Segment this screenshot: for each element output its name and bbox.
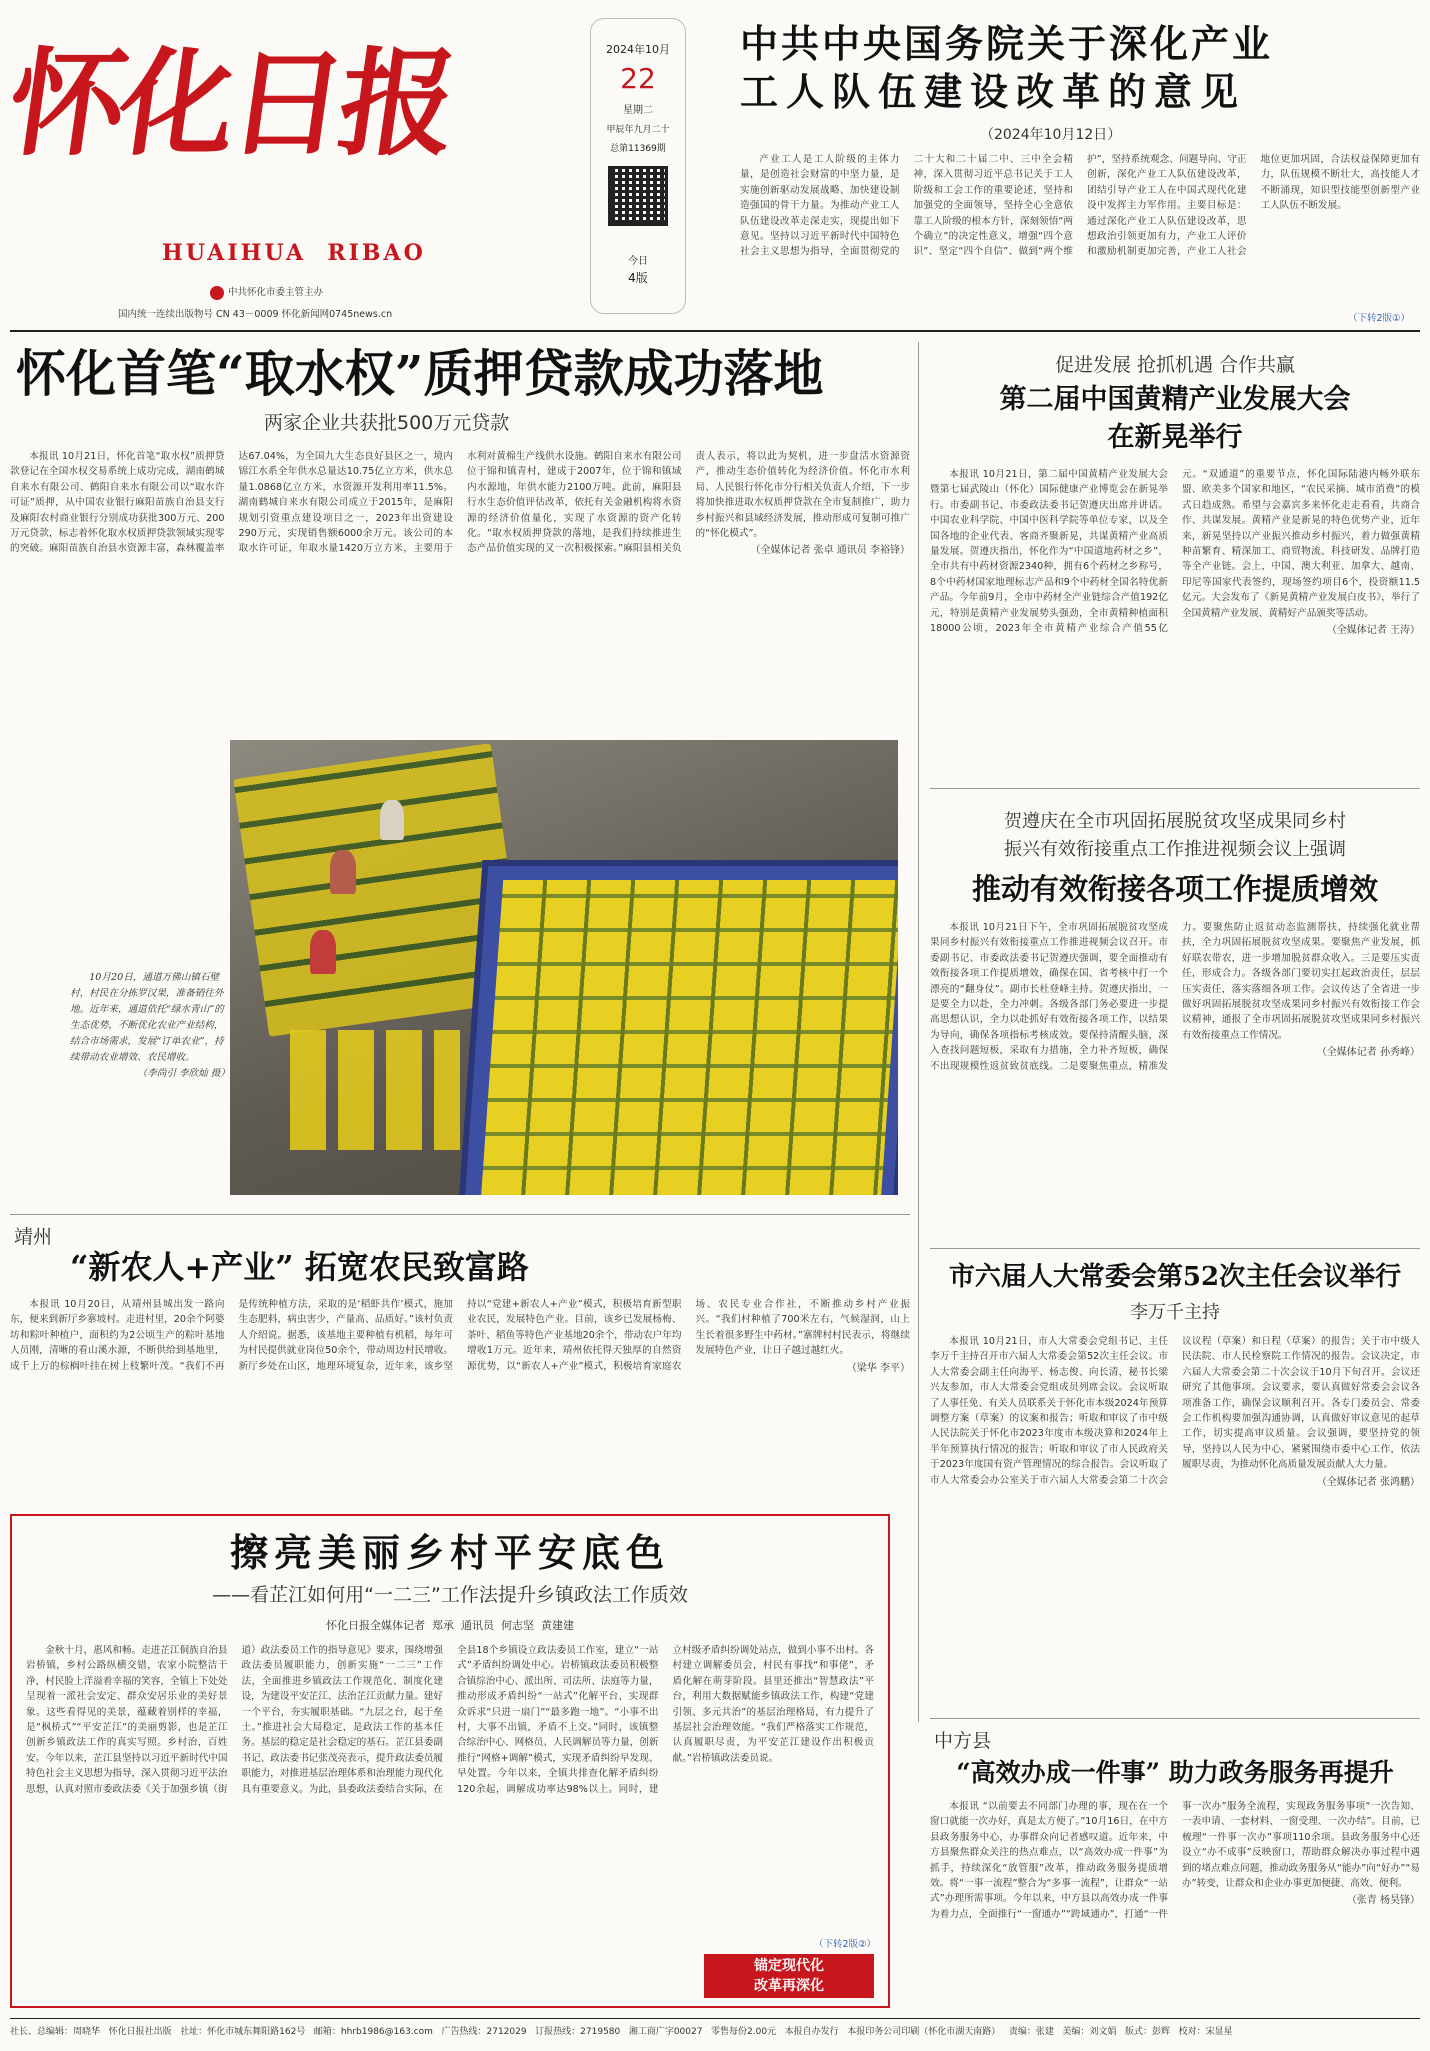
lead-story [10, 342, 910, 730]
farmer-body: 本报讯 10月20日，从靖州县城出发一路向东，便来到新厅乡寨坡村。走进村里，20余个阿婆坊和粽叶种植户，面积约为2公顷生产的粽叶基地人员刚，清晰的看山溪水源，不断供给到基地里，成千上万的棕榈叶挂在树上枝繁叶茂。“我们不再是传统种植方法，采取的是‘稻虾共作’模式，施加生态肥料，病虫害少，产量高、品质好。”该村负责人介绍说。据悉，该基地主要种植有机稻，每年可为村民提供就业岗位50余个，带动周边村民增收。新厅乡处在山区，地理环境复杂，近年来，该乡坚持以“党建+新农人+产业”模式，积极培育新型职业农民，发展特色产业。目前，该乡已发展杨梅、茶叶、稻鱼等特色产业基地20余个，带动农户年均增收1万元。近年来，靖州依托得天独厚的自然资源优势，以“新农人+产业”模式，积极培育家庭农场、农民专业合作社，不断推动乡村产业振兴。“我们村种植了700米左右，气候湿润，山上生长着很多野生中药材。”寨牌村村民表示，将继续发展特色产业，让日子越过越红火。 （梁华 李平） [10, 1297, 910, 1497]
photo-credit: （李尚引 李欣灿 摄） [137, 1068, 230, 1079]
truck-crates [481, 880, 898, 1195]
npc-story [930, 1258, 1420, 1708]
masthead-rule [10, 330, 1420, 332]
lead-story-title: 怀化首笔“取水权”质押贷款成功落地 [16, 344, 824, 403]
service-title: “高效办成一件事” 助力政务服务再提升 [956, 1758, 1394, 1787]
worker-figure [310, 930, 336, 974]
publication-info: 国内统一连续出版物号 CN 43－0009 怀化新闻网0745news.cn [118, 309, 393, 320]
npc-byline: （全媒体记者 张鸿鹏） [1316, 1476, 1420, 1488]
conference-title-line1: 第二届中国黄精产业发展大会 [999, 384, 1351, 415]
conference-byline: （全媒体记者 王涛） [1326, 625, 1420, 637]
crates-scattered [290, 1030, 460, 1150]
badge-line2: 改革再深化 [754, 1978, 824, 1994]
masthead-logo: 怀化日报 [0, 36, 460, 172]
npc-body: 本报讯 10月21日，市人大常委会党组书记、主任李万千主持召开市六届人大常委会第52次主任会议。市人大常委会副主任向海平、杨志俊、向长清，秘书长梁兴友参加，市人大常委会党组成员列席会议。会议听取了人事任免、有关人员联系关于怀化市本级2024年预算调整方案（草案）的议案和报告；听取和审议了市中级人民法院关于怀化市2023年度市本级决算和2024年上半年预算执行情况的报告；听取和审议了市人民政府关于2023年度国有资产管理情况的综合报告。会议听取了市人大常委会办公室关于市六届人大常委会第二十次会议议程（草案）和日程（草案）的报告；关于市中级人民法院、市人民检察院工作情况的报告。会议决定，市六届人大常委会第二十次会议于10月下旬召开。会议还研究了其他事项。会议要求，要认真做好常委会会议各项准备工作，确保会议顺利召开。各专门委员会、常委会工作机构要加强沟通协调，认真做好审议意见的起草工作，切实提高审议质量。会议强调，要坚持党的领导，坚持以人民为中心，紧紧围绕市委中心工作，依法履职尽责，为推动怀化高质量发展贡献人大力量。 （全媒体记者 张鸿鹏） [930, 1334, 1420, 1710]
photo-image [230, 740, 898, 1195]
poverty-title: 推动有效衔接各项工作提质增效 [971, 872, 1378, 906]
worker-figure [380, 800, 404, 840]
featured-byline: 怀化日报全媒体记者 郑承 通讯员 何志坚 黄建建 [326, 1619, 574, 1632]
top-article [740, 20, 1420, 324]
masthead-pinyin: HUAIHUA RIBAO [162, 240, 426, 266]
today-label: 今日 [628, 256, 648, 267]
weekday: 星期二 [623, 105, 653, 116]
featured-subtitle: ——看芷江如何用“一二三”工作法提升乡镇政法工作质效 [212, 1584, 688, 1606]
conference-body: 本报讯 10月21日，第二届中国黄精产业发展大会暨第七届武陵山（怀化）国际健康产业博览会在新晃举行。市委副书记、市委政法委书记贺遵庆出席并讲话。中国农业科学院、中国中医科学院等单位专家，以及全国各地的企业代表、客商齐聚新晃，共谋黄精产业高质量发展。贺遵庆指出，怀化作为“中国道地药材之乡”，全市共有中药材资源2340种，拥有6个药材之乡称号，8个中药材国家地理标志产品和9个中药材全国名特优新产品。今年前9月，全市中药材全产业链综合产值192亿元，特别是黄精产业发展势头强劲，全市黄精种植面积18000公顷，2023年全市黄精产业综合产值55亿元。“双通道”的重要节点，怀化国际陆港内畅外联东盟、欧美多个国家和地区，“农民采摘、城市消费”的模式日趋成熟。希望与会嘉宾多来怀化走走看看，共商合作、共谋发展。黄精产业是新晃的特色优势产业，近年来，新晃坚持以产业振兴推动乡村振兴，着力做强黄精种苗繁育、精深加工、商贸物流、科技研发、品牌打造等全产业链。会上，中国、澳大利亚、加拿大、越南、印尼等国家代表签约，现场签约项目6个，投资额11.5亿元。大会发布了《新晃黄精产业发展白皮书》，举行了全国黄精产业发展、黄精好产品颁奖等活动。 （全媒体记者 王涛） [930, 467, 1420, 773]
worker-figure [330, 850, 356, 894]
qr-code-icon [608, 166, 668, 226]
top-article-title-line1: 中共中央国务院关于深化产业 [740, 21, 1274, 66]
featured-title: 擦亮美丽乡村平安底色 [229, 1530, 670, 1575]
npc-divider [930, 1718, 1420, 1719]
featured-story [10, 1514, 890, 2008]
column-divider [918, 342, 919, 1722]
photo-block [10, 740, 910, 1202]
poverty-byline: （全媒体记者 孙秀峰） [1316, 1047, 1420, 1059]
photo-caption: 10月20日，通道万佛山镇石壁村，村民在分拣罗汉果，准备销往外地。近年来，通道依托“绿水青山”的生态优势，不断优化农业产业结构，结合市场需求，发展“订单农业”，持续带动农业增效、农民增收。 （李尚引 李欣灿 摄） [70, 970, 230, 1082]
conference-kicker: 促进发展 抢抓机遇 合作共赢 [1054, 354, 1296, 376]
footer: 社长、总编辑：周晓华 怀化日报社出版 社址：怀化市城东舞阳路162号 邮箱：hhrb1986@163.com 广告热线：2712029 订报热线：2719580 湘工商广字00027 零售每份2.00元 本报自办发行 本报印务公司印刷（怀化市湖天南路） 责编：张建 美编：刘文娟 版式：彭辉 校对：宋显星 [10, 2027, 1233, 2037]
farmer-section: 靖州 [14, 1226, 53, 1248]
npc-title: 市六届人大常委会第52次主任会议举行 [948, 1262, 1402, 1292]
date-year-month: 2024年10月 [606, 43, 670, 56]
conference-title-line2: 在新晃举行 [1107, 422, 1243, 453]
poverty-kicker-line2: 振兴有效衔接重点工作推进视频会议上强调 [1004, 839, 1346, 860]
poverty-divider [930, 1248, 1420, 1249]
poverty-body: 本报讯 10月21日下午，全市巩固拓展脱贫攻坚成果同乡村振兴有效衔接重点工作推进视频会议召开。市委副书记、市委政法委书记贺遵庆强调，要全面推动有效衔接各项工作提质增效，确保在国、省考核中打一个漂亮的“翻身仗”。副市长杜登峰主持。贺遵庆指出，一是要全力以赴，全力冲刺。各级各部门务必要进一步提高思想认识，全力以赴抓好有效衔接各项工作，以结果为导向，确保各项指标考核成效。要保持清醒头脑，深入查找问题短板，采取有力措施，全力补齐短板，确保不出现规模性返贫致贫底线。二是要聚焦重点，精准发力。要聚焦防止返贫动态监测帮扶，持续强化就业帮扶，全力巩固拓展脱贫攻坚成果。要聚焦产业发展，抓好联农带农，进一步增加脱贫群众收入。三是要压实责任，形成合力。各级各部门要切实扛起政治责任，层层压实责任，落实落细各项工作。会议传达了全省进一步做好巩固拓展脱贫攻坚成果同乡村振兴有效衔接工作会议精神，通报了全市巩固拓展脱贫攻坚成果同乡村振兴有效衔接重点工作情况。 （全媒体记者 孙秀峰） [930, 922, 1420, 1072]
emblem-icon [210, 286, 224, 300]
badge-line1: 锚定现代化 [754, 1958, 824, 1974]
masthead-sponsor: 中共怀化市委主管主办 [210, 284, 323, 300]
farmer-byline: （梁华 李平） [846, 1362, 910, 1374]
top-article-continued[interactable]: （下转2版①） [1347, 313, 1410, 324]
conference-divider [930, 788, 1420, 789]
lead-story-byline: （全媒体记者 张卓 通讯员 李裕锋） [750, 545, 910, 557]
poverty-story [930, 808, 1420, 1236]
page-count: 4版 [628, 271, 648, 285]
featured-continued[interactable]: （下转2版②） [813, 1939, 876, 1950]
top-article-title-line2: 工人队伍建设改革的意见 [740, 69, 1247, 114]
service-story [930, 1726, 1420, 2014]
reform-badge [704, 1954, 874, 1998]
photo-divider [10, 1214, 910, 1215]
footer-rule [10, 2018, 1420, 2019]
featured-body: 金秋十月，惠风和畅。走进芷江侗族自治县岩桥镇，乡村公路纵横交错，农家小院整洁干净，村民脸上洋溢着幸福的笑容，全镇上下处处呈现着一派社会安定、群众安居乐业的美好景象。这些看得见的美景，蕴藏着别样的幸福，是“枫桥式”“平安芷江”的美丽剪影，也是芷江创新乡镇政法工作的真实写照。乡村治，百姓安。今年以来，芷江县坚持以习近平新时代中国特色社会主义思想为指导，深入贯彻习近平法治思想，认真对照市委政法委《关于加强乡镇（街道）政法委员工作的指导意见》要求，围绕增强政法委员履职能力，创新实施“一二三”工作法，全面推进乡镇政法工作规范化、制度化建设，为建设平安芷江、法治芷江贡献力量。建好一个平台，夯实履职基础。“九层之台，起于垒土。”推进社会大局稳定，是政法工作的基本任务。基层的稳定是社会稳定的基石。芷江县委副书记、政法委书记张茂亮表示，提升政法委员履职能力，对推进基层治理体系和治理能力现代化具有重要意义。为此，县委政法委结合实际，在全县18个乡镇设立政法委员工作室，建立“一站式”矛盾纠纷调处中心。岩桥镇政法委员积极整合镇综治中心、派出所、司法所、法庭等力量，推动形成矛盾纠纷“一站式”化解平台，实现群众诉求“只进一扇门”“最多跑一地”。“小事不出村，大事不出镇，矛盾不上交。”同时，该镇整合综治中心、网格员、人民调解员等力量，创新推行“网格+调解”模式，实现矛盾纠纷早发现、早处置。今年以来，全镇共排查化解矛盾纠纷120余起，调解成功率达98%以上。同时，建立村级矛盾纠纷调处站点，做到小事不出村。各村建立调解委员会，村民有事找“和事佬”，矛盾化解在萌芽阶段。县里还推出“智慧政法”平台，利用大数据赋能乡镇政法工作，构建“党建引领、多元共治”的基层治理格局，有力提升了基层社会治理效能。“我们严格落实工作规范，认真履职尽责，为平安芷江建设作出积极贡献。”岩桥镇政法委员说。 [26, 1645, 874, 1795]
npc-subtitle: 李万千主持 [1130, 1302, 1220, 1323]
service-body: 本报讯 “以前要去不同部门办理的事，现在在一个窗口就能一次办好，真是太方便了。”10月16日，在中方县政务服务中心，办事群众向记者感叹道。近年来，中方县聚焦群众关注的热点难点，以“高效办成一件事”为抓手，持续深化“放管服”改革，推动政务服务提质增效。将“一事一流程”整合为“多事一流程”，让群众“一站式”办理所需事项。今年以来，中方县以高效办成一件事为着力点，全面推行“一窗通办”“跨域通办”，打通“一件事一次办”服务全流程，实现政务服务事项“一次告知、一表申请、一套材料、一窗受理、一次办结”。目前，已梳理“一件事一次办”事项110余项。县政务服务中心还设立“办不成事”反映窗口，帮助群众解决办事过程中遇到的堵点难点问题，推动政务服务从“能办”向“好办”“易办”转变，让群众和企业办事更加便捷、高效、便利。 （张青 杨昊锋） [930, 1801, 1420, 1920]
date-box [590, 18, 686, 314]
top-article-body: 产业工人是工人阶级的主体力量，是创造社会财富的中坚力量，是实施创新驱动发展战略、加快建设制造强国的骨干力量。为推动产业工人队伍建设改革走深走实，现提出如下意见。坚持以习近平新时代中国特色社会主义思想为指导，全面贯彻党的二十大和二十届二中、三中全会精神，深入贯彻习近平总书记关于工人阶级和工会工作的重要论述，坚持和加强党的全面领导，坚持全心全意依靠工人阶级的根本方针，深刻领悟“两个确立”的决定性意义，增强“四个意识”、坚定“四个自信”、做到“两个维护”，坚持系统观念、问题导向、守正创新，深化产业工人队伍建设改革，团结引导产业工人在中国式现代化建设中发挥主力军作用。主要目标是：通过深化产业工人队伍建设改革，思想政治引领更加有力，产业工人评价和激励机制更加完善，产业工人社会地位更加巩固，合法权益保障更加有力，队伍规模不断壮大，高技能人才不断涌现，知识型技能型创新型产业工人队伍不断发展。 [740, 154, 1420, 258]
lead-story-body: 本报讯 10月21日，怀化首笔“取水权”质押贷款登记在全国水权交易系统上成功完成，湖南鹤城自来水有限公司、鹤阳自来水有限公司以“取水许可证”质押，从中国农业银行麻阳苗族自治县支行及麻阳农村商业银行分别成功获批300万元、200万元贷款，标志着怀化取水权质押贷款领域实现零的突破。麻阳苗族自治县水资源丰富，森林覆盖率达67.04%，为全国九大生态良好县区之一，境内锦江水系全年供水总量达10.75亿立方米，供水总量1.0868亿立方米，水资源开发利用率11.5%。湖南鹤城自来水有限公司成立于2015年，是麻阳规划引资重点建设项目之一，2023年出资建设290万元，实现销售额6000余万元。该公司的本取水许可证，年取水量1420万立方米，主要用于水利对黄棉生产线供水设施。鹤阳自来水有限公司位于锦和镇青村，建成于2007年，位于锦和镇域内水源地，年供水能力2100万吨。此前，麻阳县行水生态价值评估改革，依托有关金融机构将水资源的经济价值量化，实现了水资源的资产化转化。“取水权质押贷款的落地，是我们持续推进生态产品价值实现的又一次积极探索。”麻阳县相关负责人表示，将以此为契机，进一步盘活水资源资产，推动生态价值转化为经济价值。怀化市水利局、人民银行怀化市分行相关负责人介绍，下一步将加快推进取水权质押贷款在全市复制推广，助力乡村振兴和县域经济发展，推动形成可复制可推广的“怀化模式”。 （全媒体记者 张卓 通讯员 李裕锋） [10, 449, 910, 731]
conference-story [930, 350, 1420, 774]
issue-number: 总第11369期 [610, 144, 666, 154]
top-article-date: （2024年10月12日） [980, 127, 1122, 143]
lead-story-subtitle: 两家企业共获批500万元贷款 [264, 412, 510, 434]
poverty-kicker-line1: 贺遵庆在全市巩固拓展脱贫攻坚成果同乡村 [1004, 811, 1346, 832]
farmer-story [10, 1222, 910, 1502]
service-byline: （张青 杨昊锋） [1346, 1895, 1420, 1907]
lunar-date: 甲辰年九月二十 [606, 125, 670, 135]
date-day: 22 [620, 62, 656, 95]
masthead [0, 10, 580, 330]
service-section: 中方县 [934, 1730, 992, 1752]
farmer-title: “新农人+产业” 拓宽农民致富路 [70, 1248, 529, 1286]
